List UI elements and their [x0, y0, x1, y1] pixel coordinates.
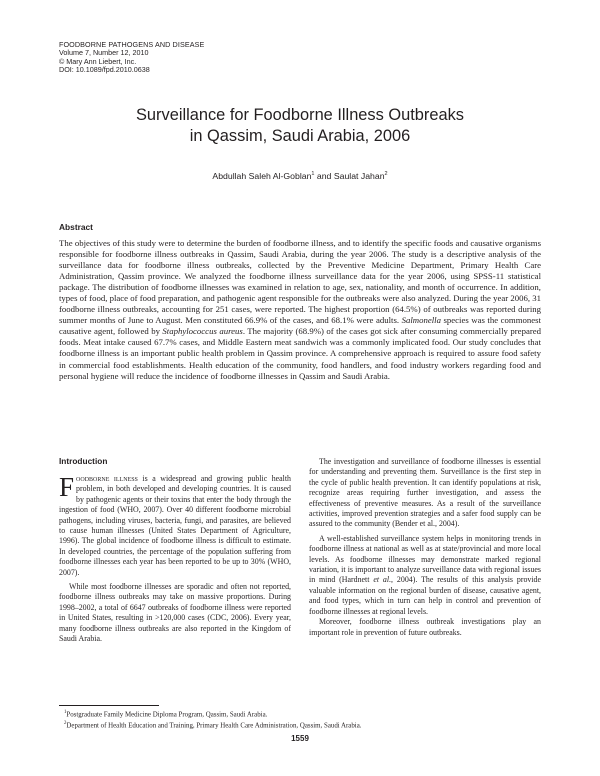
footnote-2-mark: 2 — [64, 720, 67, 726]
doi-line: DOI: 10.1089/fpd.2010.0638 — [59, 64, 150, 74]
footnote-2-text: Department of Health Education and Training, Primary Health Care Administration, Qassim, Saudi Arabia. — [66, 722, 362, 730]
author-line — [0, 171, 600, 181]
author-1-affiliation-mark: 1 — [311, 171, 315, 178]
footnote-rule — [59, 705, 159, 706]
left-column — [59, 456, 291, 645]
abstract-text-1: The objectives of this study were to determine the burden of foodborne illness, and to identify the specific foods and causative organisms responsible for foodborne illness outbreaks in Qassim, Saudi Arabia, during the year 2006. The study is a descriptive analysis of the surveillance data for foodborne illness outbreaks, collected by the Preventive Medicine Department, Primary Health Care Administration, Qassim province. We analyzed the foodborne illness surveillance data for the year 2006, using SPSS-11 statistical package. The distribution of foodborne illnesses was examined in relation to age, sex, nationality, and month of occurrence. In addition, types of food, place of food preparation, and pathogenic agent responsible for the outbreaks were also analyzed. During the year 2006, 31 foodborne illness outbreaks, accounting for 251 cases, were reported. The highest proportion (64.5%) of outbreaks was reported during summer months of June to August. Men constituted 66.9% of the cases, and 68.1% were adults. — [59, 238, 541, 326]
abstract-body — [59, 238, 541, 382]
intro-paragraph-1 — [59, 474, 291, 578]
title-line-1: Surveillance for Foodborne Illness Outbreaks — [136, 106, 464, 124]
journal-name: FOODBORNE PATHOGENS AND DISEASE — [59, 40, 205, 49]
staphylococcus-term: Staphylococcus aureus — [162, 326, 243, 337]
page-number: 1559 — [291, 734, 309, 743]
intro-paragraph-3-text: The investigation and surveillance of foodborne illnesses is essential for understanding and preventing them. Surveillance is the first step in the cycle of public health prevention. It can identify populations at risk, recognize areas requiring further investigation, and assess the effectiveness of preventive measures. As a result of the surveillance activities, improved prevention strategies and a safer food supply can be assured to the community (Bender et al., 2004). — [309, 457, 541, 529]
footnotes — [64, 709, 362, 731]
drop-cap: F — [59, 472, 75, 502]
author-2: Saulat Jahan — [333, 171, 385, 181]
right-column — [309, 457, 541, 638]
abstract-section — [59, 222, 541, 382]
lead-in-smallcaps: oodborne illness — [76, 474, 138, 483]
copyright-line: © Mary Ann Liebert, Inc. — [59, 56, 137, 66]
abstract-text-3: . The majority (68.9%) of the cases got sick after consuming commercially prepared foods. Meat intake caused 67.7% cases, and Middle Eastern meat sandwich was a commonly implicated food. Our study concludes that foodborne illness is an important public health problem in Qassim province. A comprehensive approach is required to assure food safety in commercial food establishments. Health education of the community, food handlers, and food industry workers regarding food and personal hygiene will reduce the incidence of foodborne illnesses in Qassim and Saudi Arabia. — [59, 326, 541, 381]
author-joiner: and — [314, 171, 334, 181]
intro-paragraph-3 — [309, 457, 541, 530]
article-title — [0, 105, 600, 147]
intro-paragraph-5: Moreover, foodborne illness outbreak investigations play an important role in prevention of future outbreaks. — [309, 617, 541, 637]
journal-header — [59, 41, 204, 74]
footnote-1-mark: 1 — [64, 710, 67, 715]
introduction-heading: Introduction — [59, 456, 108, 466]
salmonella-term: Salmonella — [401, 315, 441, 326]
intro-paragraph-4-text-2: , 2004). The results of this analysis provide valuable information on the regional burden of disease, causative agent, and food types, which in turn can help in control and prevention of foodborne illnesses at regional levels. — [309, 575, 541, 616]
intro-paragraph-4-text-1: A well-established surveillance system helps in monitoring trends in foodborne illness at national as well as at state/provincial and more local levels. As foodborne illnesses may demonstrate marked regional variation, it is important to analyze surveillance data with regional issues in mind (Hardnett — [309, 533, 541, 585]
footnote-2 — [64, 720, 362, 731]
footnote-1 — [64, 709, 362, 720]
et-al-italic: et al. — [373, 575, 392, 585]
intro-paragraph-1-text: is a widespread and growing public health problem, in both developed and developing countries. It is caused by pathogenic agents or their toxins that enter the body through the ingestion of food (WHO, 2007). Over 40 different foodborne microbial pathogens, including viruses, bacteria, fungi, and parasites, are believed to cause human illnesses (United States Department of Agriculture, 1996). The global incidence of foodborne illness is difficult to estimate. In developed countries, the percentage of the population suffering from foodborne illnesses each year has been reported to be up to 30% (WHO, 2007). — [59, 474, 292, 577]
abstract-text-2: species was the commonest causative agent, followed by — [59, 315, 541, 337]
intro-paragraph-4 — [309, 534, 541, 617]
journal-volume: Volume 7, Number 12, 2010 — [59, 48, 149, 58]
intro-paragraph-2: While most foodborne illnesses are sporadic and often not reported, foodborne illness outbreaks may take on massive proportions. During 1998–2002, a total of 6647 outbreaks of foodborne illness were reported in United States, resulting in >120,000 cases (CDC, 2006). Every year, many foodborne illness outbreaks are also reported in the Kingdom of Saudi Arabia. — [59, 582, 291, 644]
author-1: Abdullah Saleh Al-Goblan — [212, 171, 312, 181]
author-2-affiliation-mark: 2 — [384, 171, 388, 178]
title-line-2: in Qassim, Saudi Arabia, 2006 — [189, 127, 411, 145]
footnote-1-text: Postgraduate Family Medicine Diploma Program, Qassim, Saudi Arabia. — [66, 711, 268, 719]
abstract-heading: Abstract — [59, 222, 93, 232]
